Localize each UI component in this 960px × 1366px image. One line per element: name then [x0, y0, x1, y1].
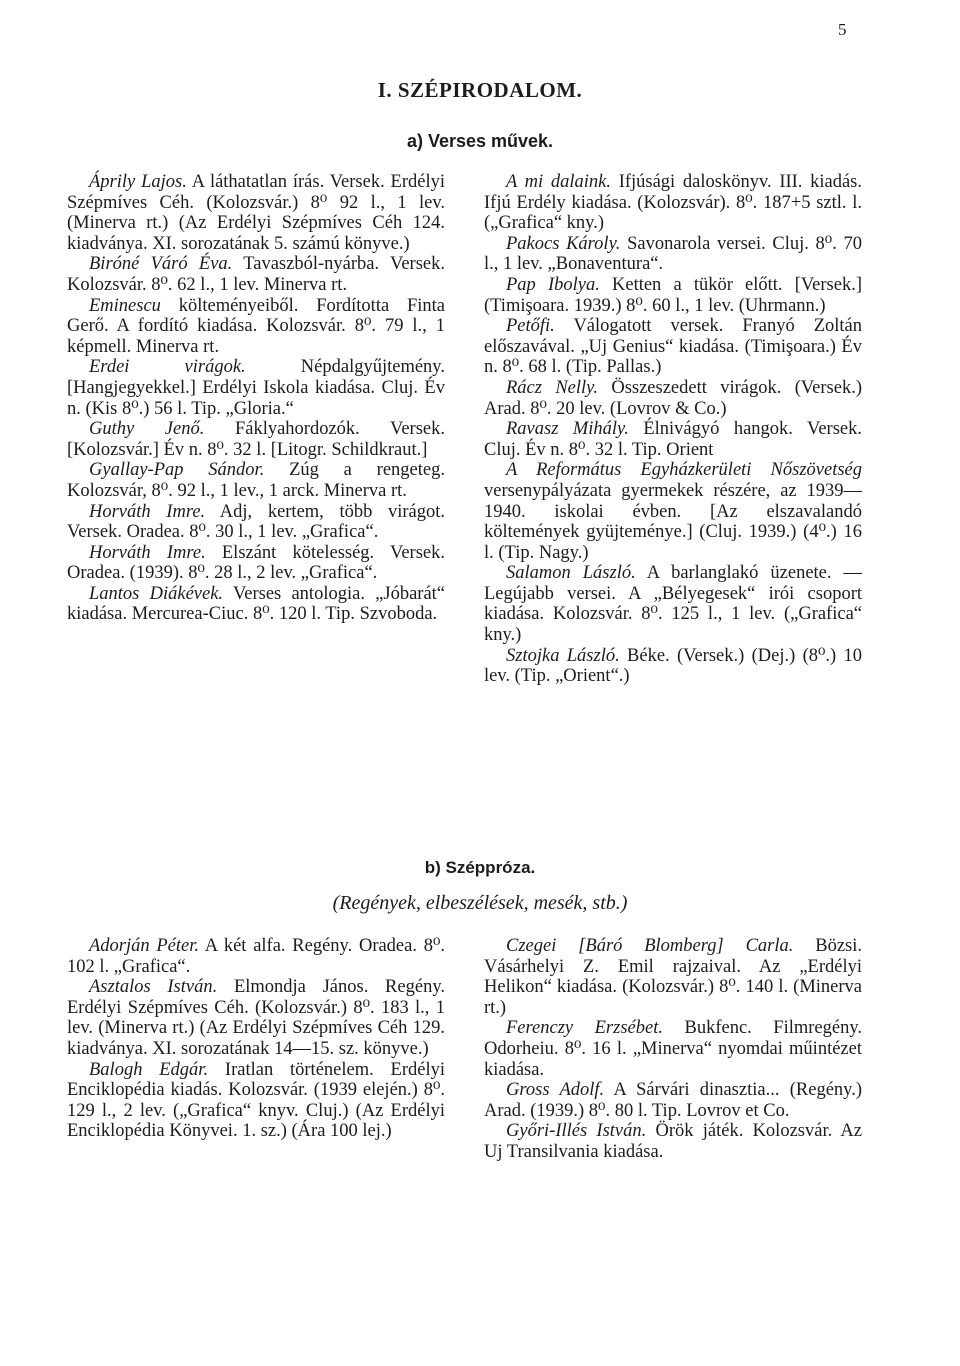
bibliography-entry [484, 1080, 862, 1121]
entry-author: Győri-Illés István. [506, 1121, 647, 1142]
entry-text: A két alfa. Regény. Oradea. 8⁰. 102 l. „Grafica“. [67, 936, 446, 977]
bibliography-entry [67, 419, 445, 460]
prose-left-column [67, 936, 445, 1142]
entry-author: Erdei virágok. [89, 357, 246, 378]
bibliography-entry [67, 172, 445, 254]
entry-text: Ifjúsági daloskönyv. III. kiadás. Ifjú Erdély kiadása. (Kolozsvár). 8⁰. 187+5 sztl. l. („Grafica“ kny.) [484, 172, 863, 234]
entry-text: Bözsi. Vásárhelyi Z. Emil rajzaival. Az „Erdélyi Helikon“ kiadása. (Kolozsvár.) 8⁰. 140 l. (Minerva rt.) [484, 936, 862, 1018]
entry-author: Biróné Váró Éva. [89, 254, 233, 275]
bibliography-entry [67, 254, 445, 295]
entry-text: Válogatott versek. Franyó Zoltán előszavával. „Uj Genius“ kiadása. (Timişoara.) Év n. 8⁰. 68 l. (Tip. Pallas.) [484, 316, 862, 378]
entry-text: Adj, kertem, több virágot. Versek. Oradea. 8⁰. 30 l., 1 lev. „Grafica“. [67, 501, 445, 543]
entry-author: Salamon László. [506, 563, 636, 584]
bibliography-entry [484, 460, 862, 563]
bibliography-entry [484, 1018, 862, 1080]
verse-right-column [484, 172, 862, 687]
entry-text: Összeszedett virágok. (Versek.) Arad. 8⁰. 20 lev. (Lovrov & Co.) [484, 377, 863, 419]
entry-text: költeményeiből. Fordította Finta Gerő. A fordító kiadása. Kolozsvár. 8⁰. 79 l., 1 képmell. Minerva rt. [67, 295, 445, 357]
entry-text: Verses antologia. „Jóbarát“ kiadása. Mercurea-Ciuc. 8⁰. 120 l. Tip. Szvoboda. [67, 583, 446, 625]
entry-text: Élnivágyó hangok. Versek. Cluj. Év n. 8⁰. 32 l. Tip. Orient [484, 419, 862, 460]
bibliography-entry [484, 1121, 862, 1162]
entry-author: Pap Ibolya. [506, 274, 600, 295]
entry-text: A láthatatlan írás. Versek. Erdélyi Szépmíves Céh. (Kolozsvár.) 8⁰ 92 l., 1 lev. (Minerva rt.) (Az Erdélyi Szépmíves Céh 124. kiadványa. XI. sorozatának 5. számú könyve.) [67, 172, 446, 254]
entry-author: Rácz Nelly. [506, 377, 598, 398]
bibliography-entry [484, 316, 862, 378]
entry-author: Áprily Lajos. [89, 172, 187, 192]
entry-author: Horváth Imre. [89, 501, 206, 522]
entry-text: versenypályázata gyermekek részére, az 1939—1940. iskolai évben. [Az elszavalandó költemények gyüjteménye.] (Cluj. 1939.) (4⁰.) 16 l. (Tip. Nagy.) [484, 480, 862, 563]
prose-right-column [484, 936, 862, 1163]
entry-author: Ferenczy Erzsébet. [506, 1018, 663, 1039]
entry-author: Sztojka László. [506, 645, 620, 666]
bibliography-entry [67, 502, 445, 543]
entry-author: Ravasz Mihály. [506, 419, 629, 440]
bibliography-entry [67, 543, 445, 584]
entry-author: Lantos Diákévek. [89, 583, 224, 604]
entry-author: Adorján Péter. [89, 936, 200, 956]
entry-text: Tavaszból-nyárba. Versek. Kolozsvár. 8⁰. 62 l., 1 lev. Minerva rt. [67, 254, 446, 295]
entry-author: Balogh Edgár. [89, 1059, 209, 1080]
bibliography-entry [67, 584, 445, 625]
entry-author: Gyallay-Pap Sándor. [89, 460, 265, 481]
bibliography-entry [484, 936, 862, 1018]
bibliography-entry [484, 563, 862, 645]
entry-author: Pakocs Károly. [506, 233, 621, 254]
bibliography-entry [484, 419, 862, 460]
entry-author: Gross Adolf. [506, 1080, 605, 1101]
entry-author: A Református Egyházkerületi Nőszövetség [506, 460, 862, 481]
subsection-note: (Regények, elbeszélések, mesék, stb.) [332, 892, 628, 914]
bibliography-entry [67, 977, 445, 1059]
entry-author: Petőfi. [506, 316, 555, 337]
entry-text: Zúg a rengeteg. Kolozsvár, 8⁰. 92 l., 1 lev., 1 arck. Minerva rt. [67, 460, 445, 501]
entry-text: Elmondja János. Regény. Erdélyi Szépmíves Céh. (Kolozsvár.) 8⁰. 183 l., 1 lev. (Minerva rt.) (Az Erdélyi Szépmíves Céh 129. kiadványa. XI. sorozatának 14—15. sz. könyve.) [67, 977, 445, 1059]
bibliography-entry [67, 1060, 445, 1142]
bibliography-entry [67, 296, 445, 358]
entry-text: Béke. (Versek.) (Dej.) (8⁰.) 10 lev. (Tip. „Orient“.) [484, 645, 863, 687]
entry-text: Bukfenc. Filmregény. Odorheiu. 8⁰. 16 l. „Minerva“ nyomdai műintézet kiadása. [484, 1018, 863, 1080]
bibliography-entry [484, 234, 862, 275]
bibliography-entry [484, 172, 862, 234]
section-title: I. SZÉPIRODALOM. [377, 78, 583, 102]
entry-text: A Sárvári dinasztia... (Regény.) Arad. (1939.) 8⁰. 80 l. Tip. Lovrov et Co. [484, 1080, 862, 1121]
bibliography-entry [484, 378, 862, 419]
bibliography-entry [67, 460, 445, 501]
entry-text: Ketten a tükör előtt. [Versek.] (Timişoara. 1939.) 8⁰. 60 l., 1 lev. (Uhrmann.) [484, 274, 862, 316]
bibliography-entry [484, 646, 862, 687]
entry-text: A barlanglakó üzenete. — Legújabb versei. A „Bélyegesek“ irói csoport kiadása. Kolozsvár. 8⁰. 125 l., 1 lev. („Grafica“ kny.) [484, 563, 863, 646]
entry-text: Savonarola versei. Cluj. 8⁰. 70 l., 1 lev. „Bonaventura“. [484, 233, 863, 275]
subsection-heading-prose: b) Széppróza. [424, 858, 536, 877]
entry-author: Czegei [Báró Blomberg] Carla. [506, 936, 794, 956]
entry-author: Asztalos István. [89, 977, 218, 998]
bibliography-entry [67, 936, 445, 977]
bibliography-entry [67, 357, 445, 419]
entry-text: Fáklyahordozók. Versek. [Kolozsvár.] Év n. 8⁰. 32 l. [Litogr. Schildkraut.] [67, 419, 446, 460]
entry-author: Eminescu [89, 295, 161, 316]
bibliography-entry [484, 275, 862, 316]
entry-text: Népdalgyűjtemény. [Hangjegyekkel.] Erdélyi Iskola kiadása. Cluj. Év n. (Kis 8⁰.) 56 l. Tip. „Gloria.“ [67, 357, 445, 419]
entry-author: Guthy Jenő. [89, 419, 205, 440]
entry-text: Elszánt kötelesség. Versek. Oradea. (1939). 8⁰. 28 l., 2 lev. „Grafica“. [67, 542, 445, 584]
entry-author: Horváth Imre. [89, 542, 206, 563]
verse-left-column [67, 172, 445, 625]
page-number: 5 [838, 20, 847, 39]
entry-text: Örök játék. Kolozsvár. Az Uj Transilvania kiadása. [484, 1121, 862, 1162]
entry-text: Iratlan történelem. Erdélyi Enciklopédia kiadás. Kolozsvár. (1939 elején.) 8⁰. 129 l., 2 lev. („Grafica“ knyv. Cluj.) (Az Erdélyi Enciklopédia Könyvei. 1. sz.) (Ára 100 lej.) [67, 1059, 446, 1142]
subsection-heading-verse: a) Verses művek. [406, 131, 554, 151]
entry-author: A mi dalaink. [506, 172, 611, 192]
